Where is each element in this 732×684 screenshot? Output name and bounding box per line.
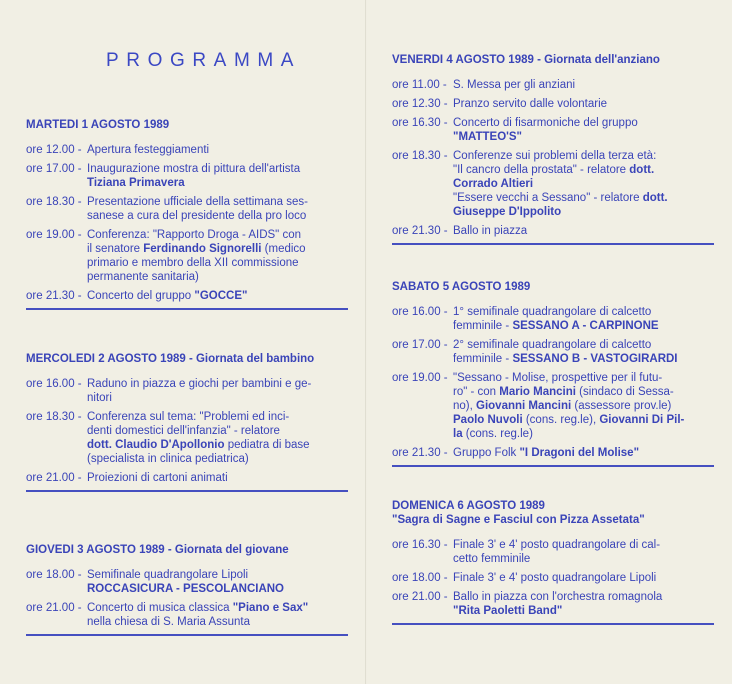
event-description bbox=[87, 289, 348, 303]
event-description bbox=[87, 143, 348, 157]
event-text: Finale 3' e 4' posto quadrangolare di cal- bbox=[453, 539, 661, 551]
event-text: Ballo in piazza con l'orchestra romagnola bbox=[453, 591, 663, 603]
event-text: nella chiesa di S. Maria Assunta bbox=[87, 616, 251, 628]
event-row bbox=[26, 471, 348, 485]
event-text: "Essere vecchi a Sessano" - relatore bbox=[453, 192, 643, 204]
event-highlight: Paolo Nuvoli bbox=[453, 414, 523, 426]
event-text: (sindaco di Sessa- bbox=[575, 386, 674, 398]
event-line bbox=[87, 270, 348, 284]
event-text: primario e membro della XII commissione bbox=[87, 257, 299, 269]
event-time: ore 21.00 - bbox=[392, 591, 448, 603]
day-block bbox=[392, 499, 714, 625]
event-row bbox=[26, 568, 348, 596]
event-line bbox=[87, 195, 348, 209]
event-line bbox=[87, 242, 348, 256]
event-text: Concerto di fisarmoniche del gruppo bbox=[453, 117, 638, 129]
event-text: Semifinale quadrangolare Lipoli bbox=[87, 569, 249, 581]
event-line bbox=[453, 149, 714, 163]
event-highlight: dott. bbox=[629, 164, 655, 176]
event-highlight: ROCCASICURA - PESCOLANCIANO bbox=[87, 583, 284, 595]
event-description bbox=[453, 338, 714, 366]
event-time: ore 18.00 - bbox=[392, 572, 448, 584]
event-line bbox=[87, 568, 348, 582]
day-heading: DOMENICA 6 AGOSTO 1989 bbox=[392, 500, 545, 512]
event-text: no), bbox=[453, 400, 477, 412]
event-highlight: dott. bbox=[642, 192, 668, 204]
event-time: ore 18.30 - bbox=[26, 196, 82, 208]
event-text: Finale 3' e 4' posto quadrangolare Lipoli bbox=[453, 572, 657, 584]
event-line bbox=[87, 471, 348, 485]
event-text: permanente sanitaria) bbox=[87, 271, 199, 283]
event-time: ore 17.00 - bbox=[392, 339, 448, 351]
event-time: ore 18.30 - bbox=[392, 150, 448, 162]
event-description bbox=[87, 162, 348, 190]
event-text: (cons. reg.le) bbox=[462, 428, 533, 440]
event-line bbox=[453, 191, 714, 205]
section-divider bbox=[392, 243, 714, 245]
event-text: Pranzo servito dalle volontarie bbox=[453, 98, 608, 110]
event-text: femminile - bbox=[453, 320, 513, 332]
event-row bbox=[392, 371, 714, 441]
event-highlight: Tiziana Primavera bbox=[87, 177, 185, 189]
event-row bbox=[26, 289, 348, 303]
event-time: ore 19.00 - bbox=[26, 229, 82, 241]
event-description bbox=[87, 377, 348, 405]
event-time: ore 19.00 - bbox=[392, 372, 448, 384]
event-text: il senatore bbox=[87, 243, 144, 255]
event-description bbox=[453, 590, 714, 618]
event-highlight: la bbox=[453, 428, 463, 440]
event-time: ore 21.00 - bbox=[26, 472, 82, 484]
event-description bbox=[87, 195, 348, 223]
event-row bbox=[392, 571, 714, 585]
event-row bbox=[26, 410, 348, 466]
event-text: Inaugurazione mostra di pittura dell'artista bbox=[87, 163, 301, 175]
event-text: S. Messa per gli anziani bbox=[453, 79, 576, 91]
day-heading: SABATO 5 AGOSTO 1989 bbox=[392, 281, 531, 293]
event-line bbox=[87, 209, 348, 223]
event-line bbox=[453, 571, 714, 585]
event-description bbox=[453, 116, 714, 144]
event-highlight: Giovanni Di Pil- bbox=[599, 414, 685, 426]
event-row bbox=[392, 149, 714, 219]
event-line bbox=[453, 205, 714, 219]
event-line bbox=[87, 176, 348, 190]
event-text: "Sessano - Molise, prospettive per il futu- bbox=[453, 372, 663, 384]
event-line bbox=[453, 177, 714, 191]
event-time: ore 21.30 - bbox=[392, 225, 448, 237]
event-text: Gruppo Folk bbox=[453, 447, 520, 459]
day-heading: VENERDI 4 AGOSTO 1989 - Giornata dell'anziano bbox=[392, 54, 660, 66]
event-line bbox=[87, 601, 348, 615]
event-line bbox=[453, 385, 714, 399]
event-time: ore 17.00 - bbox=[26, 163, 82, 175]
event-time: ore 16.30 - bbox=[392, 539, 448, 551]
event-text: sanese a cura del presidente della pro loco bbox=[87, 210, 307, 222]
day-block bbox=[392, 53, 714, 245]
event-description bbox=[87, 471, 348, 485]
event-line bbox=[87, 162, 348, 176]
event-time: ore 16.00 - bbox=[26, 378, 82, 390]
event-highlight: Mario Mancini bbox=[499, 386, 576, 398]
event-description bbox=[453, 97, 714, 111]
event-description bbox=[87, 410, 348, 466]
day-subheading: "Sagra di Sagne e Fasciul con Pizza Assetata" bbox=[392, 514, 645, 526]
event-line bbox=[87, 424, 348, 438]
event-text: Proiezioni di cartoni animati bbox=[87, 472, 228, 484]
day-heading: GIOVEDI 3 AGOSTO 1989 - Giornata del giovane bbox=[26, 544, 289, 556]
event-time: ore 21.30 - bbox=[392, 447, 448, 459]
event-line bbox=[453, 130, 714, 144]
event-text: 1° semifinale quadrangolare di calcetto bbox=[453, 306, 652, 318]
event-time: ore 18.30 - bbox=[26, 411, 82, 423]
event-row bbox=[392, 446, 714, 460]
event-row bbox=[392, 97, 714, 111]
event-text: Conferenza sul tema: "Problemi ed inci- bbox=[87, 411, 290, 423]
section-divider bbox=[392, 465, 714, 467]
page-title: PROGRAMMA bbox=[106, 50, 302, 71]
event-line bbox=[453, 224, 714, 238]
page-fold bbox=[365, 0, 367, 684]
event-line bbox=[87, 289, 348, 303]
event-row bbox=[392, 78, 714, 92]
event-time: ore 21.30 - bbox=[26, 290, 82, 302]
event-line bbox=[453, 352, 714, 366]
event-description bbox=[453, 446, 714, 460]
event-description bbox=[453, 78, 714, 92]
event-text: 2° semifinale quadrangolare di calcetto bbox=[453, 339, 652, 351]
event-row bbox=[26, 601, 348, 629]
event-text: Conferenze sui problemi della terza età: bbox=[453, 150, 657, 162]
event-row bbox=[26, 228, 348, 284]
event-highlight: SESSANO B - VASTOGIRARDI bbox=[512, 353, 678, 365]
event-line bbox=[453, 413, 714, 427]
event-highlight: "MATTEO'S" bbox=[453, 131, 523, 143]
event-highlight: SESSANO A - CARPINONE bbox=[512, 320, 659, 332]
event-line bbox=[453, 552, 714, 566]
event-line bbox=[453, 163, 714, 177]
event-row bbox=[392, 538, 714, 566]
event-description bbox=[453, 571, 714, 585]
event-time: ore 21.00 - bbox=[26, 602, 82, 614]
event-line bbox=[453, 319, 714, 333]
day-block bbox=[26, 543, 348, 636]
event-text: cetto femminile bbox=[453, 553, 531, 565]
event-line bbox=[453, 78, 714, 92]
event-row bbox=[26, 195, 348, 223]
event-line bbox=[453, 604, 714, 618]
event-description bbox=[87, 601, 348, 629]
day-block bbox=[26, 352, 348, 492]
event-line bbox=[453, 446, 714, 460]
event-row bbox=[392, 590, 714, 618]
event-line bbox=[87, 410, 348, 424]
event-line bbox=[453, 116, 714, 130]
event-line bbox=[453, 338, 714, 352]
event-text: "Il cancro della prostata" - relatore bbox=[453, 164, 630, 176]
event-time: ore 18.00 - bbox=[26, 569, 82, 581]
event-highlight: dott. Claudio D'Apollonio bbox=[87, 439, 225, 451]
event-row bbox=[392, 305, 714, 333]
day-block bbox=[392, 280, 714, 467]
event-text: Conferenza: "Rapporto Droga - AIDS" con bbox=[87, 229, 301, 241]
event-highlight: Giovanni Mancini bbox=[476, 400, 572, 412]
event-highlight: "I Dragoni del Molise" bbox=[519, 447, 640, 459]
event-line bbox=[87, 228, 348, 242]
event-text: (specialista in clinica pediatrica) bbox=[87, 453, 249, 465]
section-divider bbox=[26, 308, 348, 310]
event-line bbox=[453, 399, 714, 413]
event-text: (assessore prov.le) bbox=[571, 400, 672, 412]
event-line bbox=[453, 305, 714, 319]
day-heading: MARTEDI 1 AGOSTO 1989 bbox=[26, 119, 170, 131]
event-description bbox=[453, 305, 714, 333]
event-time: ore 12.00 - bbox=[26, 144, 82, 156]
event-line bbox=[453, 538, 714, 552]
event-text: femminile - bbox=[453, 353, 513, 365]
event-row bbox=[26, 143, 348, 157]
event-highlight: Ferdinando Signorelli bbox=[143, 243, 262, 255]
event-text: Concerto di musica classica bbox=[87, 602, 233, 614]
event-highlight: Giuseppe D'Ippolito bbox=[453, 206, 562, 218]
section-divider bbox=[392, 623, 714, 625]
event-time: ore 12.30 - bbox=[392, 98, 448, 110]
event-description bbox=[453, 371, 714, 441]
event-row bbox=[392, 224, 714, 238]
event-text: Raduno in piazza e giochi per bambini e ge- bbox=[87, 378, 312, 390]
event-row bbox=[26, 377, 348, 405]
event-description bbox=[87, 228, 348, 284]
event-line bbox=[453, 590, 714, 604]
event-text: pediatra di base bbox=[224, 439, 310, 451]
event-time: ore 11.00 - bbox=[392, 79, 447, 91]
event-text: (medico bbox=[261, 243, 306, 255]
section-divider bbox=[26, 634, 348, 636]
event-row bbox=[26, 162, 348, 190]
event-line bbox=[87, 391, 348, 405]
event-line bbox=[453, 427, 714, 441]
event-highlight: Corrado Altieri bbox=[453, 178, 534, 190]
event-text: ro" - con bbox=[453, 386, 500, 398]
event-highlight: "Piano e Sax" bbox=[232, 602, 309, 614]
event-description bbox=[453, 149, 714, 219]
event-row bbox=[392, 116, 714, 144]
event-description bbox=[453, 538, 714, 566]
event-highlight: "Rita Paoletti Band" bbox=[453, 605, 563, 617]
event-description bbox=[87, 568, 348, 596]
event-time: ore 16.30 - bbox=[392, 117, 448, 129]
event-time: ore 16.00 - bbox=[392, 306, 448, 318]
event-line bbox=[87, 452, 348, 466]
event-description bbox=[453, 224, 714, 238]
event-text: Ballo in piazza bbox=[453, 225, 528, 237]
event-line bbox=[87, 256, 348, 270]
event-text: Concerto del gruppo bbox=[87, 290, 195, 302]
event-text: Presentazione ufficiale della settimana ses- bbox=[87, 196, 308, 208]
event-text: nitori bbox=[87, 392, 112, 404]
event-line bbox=[87, 143, 348, 157]
event-line bbox=[453, 97, 714, 111]
day-block bbox=[26, 118, 348, 310]
event-line bbox=[87, 438, 348, 452]
event-line bbox=[87, 582, 348, 596]
event-line bbox=[87, 377, 348, 391]
day-heading: MERCOLEDI 2 AGOSTO 1989 - Giornata del bambino bbox=[26, 353, 315, 365]
event-text: (cons. reg.le), bbox=[522, 414, 600, 426]
event-highlight: "GOCCE" bbox=[194, 290, 248, 302]
event-text: Apertura festeggiamenti bbox=[87, 144, 210, 156]
event-text: denti domestici dell'infanzia" - relatore bbox=[87, 425, 280, 437]
event-row bbox=[392, 338, 714, 366]
section-divider bbox=[26, 490, 348, 492]
event-line bbox=[453, 371, 714, 385]
event-line bbox=[87, 615, 348, 629]
